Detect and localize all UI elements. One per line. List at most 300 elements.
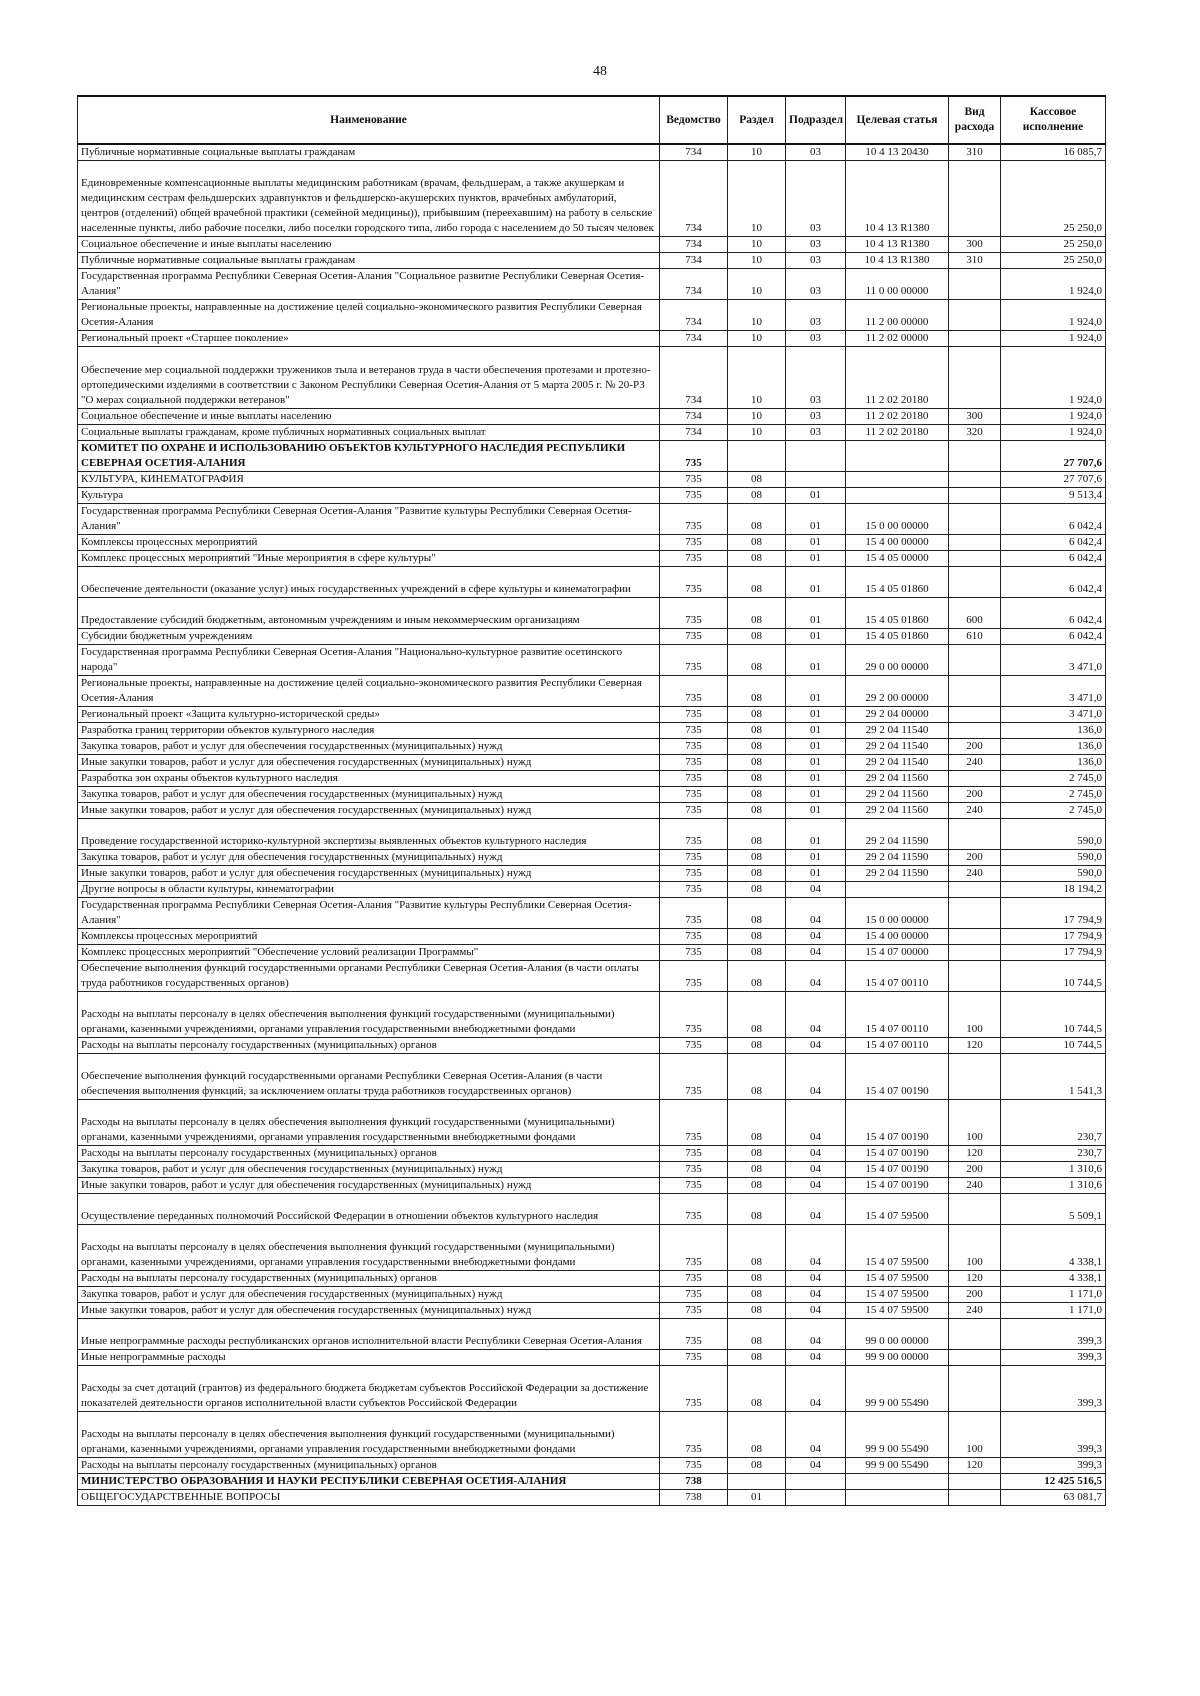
cell-razdel: 08 — [728, 1287, 786, 1303]
cell-ved: 735 — [660, 504, 728, 535]
cell-celevaya: 15 4 05 01860 — [846, 629, 949, 645]
cell-name: Расходы на выплаты персоналу государственных (муниципальных) органов — [78, 1038, 660, 1054]
cell-ved: 735 — [660, 1319, 728, 1350]
cell-sum: 590,0 — [1001, 866, 1106, 882]
cell-ved: 735 — [660, 1178, 728, 1194]
cell-vid — [949, 347, 1001, 409]
cell-vid — [949, 504, 1001, 535]
table-row — [78, 567, 1106, 598]
cell-podrazdel: 04 — [786, 929, 846, 945]
cell-name: Иные закупки товаров, работ и услуг для обеспечения государственных (муниципальных) нужд — [78, 1303, 660, 1319]
cell-name: Социальное обеспечение и иные выплаты населению — [78, 237, 660, 253]
cell-ved: 734 — [660, 425, 728, 441]
cell-razdel: 10 — [728, 409, 786, 425]
cell-ved: 735 — [660, 787, 728, 803]
cell-podrazdel: 04 — [786, 1458, 846, 1474]
cell-celevaya: 15 4 07 00190 — [846, 1054, 949, 1100]
cell-ved: 735 — [660, 771, 728, 787]
cell-name: Комплексы процессных мероприятий — [78, 929, 660, 945]
cell-razdel: 08 — [728, 645, 786, 676]
header-razdel: Раздел — [728, 96, 786, 144]
cell-name: Иные закупки товаров, работ и услуг для обеспечения государственных (муниципальных) нужд — [78, 755, 660, 771]
cell-celevaya — [846, 1474, 949, 1490]
cell-razdel: 10 — [728, 144, 786, 161]
cell-ved: 734 — [660, 144, 728, 161]
cell-sum: 18 194,2 — [1001, 882, 1106, 898]
table-row — [78, 1178, 1106, 1194]
cell-razdel: 08 — [728, 472, 786, 488]
table-row — [78, 1303, 1106, 1319]
cell-sum: 6 042,4 — [1001, 551, 1106, 567]
cell-sum: 63 081,7 — [1001, 1490, 1106, 1506]
cell-razdel: 10 — [728, 300, 786, 331]
cell-sum: 25 250,0 — [1001, 237, 1106, 253]
cell-celevaya: 15 4 07 00110 — [846, 961, 949, 992]
cell-vid — [949, 1490, 1001, 1506]
cell-name: Иные закупки товаров, работ и услуг для обеспечения государственных (муниципальных) нужд — [78, 866, 660, 882]
cell-ved: 735 — [660, 441, 728, 472]
cell-razdel: 08 — [728, 707, 786, 723]
cell-sum: 1 310,6 — [1001, 1162, 1106, 1178]
table-row — [78, 535, 1106, 551]
cell-celevaya: 10 4 13 R1380 — [846, 253, 949, 269]
cell-podrazdel: 03 — [786, 409, 846, 425]
cell-sum: 230,7 — [1001, 1146, 1106, 1162]
cell-name: Расходы на выплаты персоналу в целях обеспечения выполнения функций государственными (муниципальными) органами, казенными учреждениями, органами управления государственными внебюджетными фондами — [78, 1412, 660, 1458]
cell-ved: 735 — [660, 1146, 728, 1162]
table-row — [78, 1319, 1106, 1350]
cell-razdel: 08 — [728, 1178, 786, 1194]
cell-ved: 735 — [660, 1271, 728, 1287]
budget-table — [77, 95, 1106, 1506]
header-podrazdel: Подраздел — [786, 96, 846, 144]
cell-name: Расходы на выплаты персоналу в целях обеспечения выполнения функций государственными (муниципальными) органами, казенными учреждениями, органами управления государственными внебюджетными фондами — [78, 992, 660, 1038]
cell-name: Иные непрограммные расходы — [78, 1350, 660, 1366]
cell-podrazdel — [786, 1474, 846, 1490]
cell-celevaya: 10 4 13 R1380 — [846, 237, 949, 253]
header-sum: Кассовое исполнение — [1001, 96, 1106, 144]
cell-razdel: 08 — [728, 929, 786, 945]
cell-ved: 735 — [660, 676, 728, 707]
cell-celevaya — [846, 441, 949, 472]
cell-name: Иные закупки товаров, работ и услуг для обеспечения государственных (муниципальных) нужд — [78, 1178, 660, 1194]
cell-podrazdel: 04 — [786, 1350, 846, 1366]
cell-ved: 735 — [660, 645, 728, 676]
cell-name: Культура — [78, 488, 660, 504]
cell-celevaya: 15 4 07 00000 — [846, 945, 949, 961]
cell-razdel: 08 — [728, 1100, 786, 1146]
cell-podrazdel — [786, 441, 846, 472]
cell-vid — [949, 1366, 1001, 1412]
table-row — [78, 645, 1106, 676]
cell-celevaya — [846, 1490, 949, 1506]
table-row — [78, 1350, 1106, 1366]
cell-razdel: 08 — [728, 1225, 786, 1271]
cell-vid: 240 — [949, 1303, 1001, 1319]
cell-podrazdel: 01 — [786, 819, 846, 850]
cell-vid: 100 — [949, 1412, 1001, 1458]
cell-celevaya: 10 4 13 20430 — [846, 144, 949, 161]
cell-name: Комплекс процессных мероприятий "Обеспечение условий реализации Программы" — [78, 945, 660, 961]
cell-celevaya: 15 4 05 01860 — [846, 567, 949, 598]
cell-podrazdel: 01 — [786, 787, 846, 803]
table-row — [78, 1162, 1106, 1178]
cell-vid — [949, 300, 1001, 331]
cell-vid — [949, 723, 1001, 739]
cell-razdel: 08 — [728, 1350, 786, 1366]
cell-sum: 17 794,9 — [1001, 945, 1106, 961]
cell-sum: 1 924,0 — [1001, 300, 1106, 331]
cell-razdel: 10 — [728, 331, 786, 347]
cell-name: Региональные проекты, направленные на достижение целей социально-экономического развития Республики Северная Осетия-Алания — [78, 300, 660, 331]
cell-name: МИНИСТЕРСТВО ОБРАЗОВАНИЯ И НАУКИ РЕСПУБЛИКИ СЕВЕРНАЯ ОСЕТИЯ-АЛАНИЯ — [78, 1474, 660, 1490]
cell-sum: 399,3 — [1001, 1366, 1106, 1412]
cell-ved: 734 — [660, 300, 728, 331]
cell-podrazdel: 04 — [786, 1038, 846, 1054]
cell-celevaya: 11 2 02 20180 — [846, 409, 949, 425]
cell-podrazdel: 04 — [786, 1366, 846, 1412]
cell-name: Комплексы процессных мероприятий — [78, 535, 660, 551]
cell-razdel: 08 — [728, 787, 786, 803]
cell-vid — [949, 535, 1001, 551]
cell-name: Расходы на выплаты персоналу государственных (муниципальных) органов — [78, 1146, 660, 1162]
cell-razdel: 08 — [728, 1054, 786, 1100]
cell-name: Закупка товаров, работ и услуг для обеспечения государственных (муниципальных) нужд — [78, 787, 660, 803]
cell-podrazdel: 04 — [786, 1054, 846, 1100]
cell-sum: 27 707,6 — [1001, 472, 1106, 488]
cell-razdel — [728, 1474, 786, 1490]
cell-razdel: 08 — [728, 850, 786, 866]
cell-razdel: 10 — [728, 347, 786, 409]
cell-name: Осуществление переданных полномочий Российской Федерации в отношении объектов культурного наследия — [78, 1194, 660, 1225]
table-row — [78, 1146, 1106, 1162]
page-number: 48 — [593, 64, 607, 79]
cell-name: Обеспечение выполнения функций государственными органами Республики Северная Осетия-Алания (в части обеспечения выполнения функций, за исключением оплаты труда работников государственных органов) — [78, 1054, 660, 1100]
table-row — [78, 144, 1106, 161]
table-row — [78, 676, 1106, 707]
cell-ved: 735 — [660, 945, 728, 961]
cell-podrazdel: 04 — [786, 1100, 846, 1146]
cell-name: Закупка товаров, работ и услуг для обеспечения государственных (муниципальных) нужд — [78, 1287, 660, 1303]
cell-ved: 735 — [660, 739, 728, 755]
cell-razdel: 08 — [728, 1303, 786, 1319]
cell-celevaya: 11 2 00 00000 — [846, 300, 949, 331]
cell-vid: 300 — [949, 409, 1001, 425]
cell-name: Публичные нормативные социальные выплаты гражданам — [78, 144, 660, 161]
cell-celevaya: 15 4 00 00000 — [846, 535, 949, 551]
cell-vid: 120 — [949, 1038, 1001, 1054]
cell-ved: 734 — [660, 409, 728, 425]
table-row — [78, 787, 1106, 803]
cell-podrazdel: 01 — [786, 598, 846, 629]
cell-ved: 735 — [660, 992, 728, 1038]
cell-podrazdel: 04 — [786, 1178, 846, 1194]
cell-vid — [949, 707, 1001, 723]
cell-sum: 25 250,0 — [1001, 253, 1106, 269]
cell-sum: 6 042,4 — [1001, 535, 1106, 551]
cell-name: Региональные проекты, направленные на достижение целей социально-экономического развития Республики Северная Осетия-Алания — [78, 676, 660, 707]
cell-ved: 738 — [660, 1490, 728, 1506]
cell-razdel: 08 — [728, 771, 786, 787]
table-row — [78, 472, 1106, 488]
cell-ved: 735 — [660, 488, 728, 504]
cell-podrazdel: 04 — [786, 1225, 846, 1271]
cell-ved: 735 — [660, 755, 728, 771]
table-row — [78, 488, 1106, 504]
cell-sum: 6 042,4 — [1001, 567, 1106, 598]
cell-sum: 1 924,0 — [1001, 269, 1106, 300]
cell-name: Социальное обеспечение и иные выплаты населению — [78, 409, 660, 425]
cell-vid — [949, 771, 1001, 787]
cell-razdel: 10 — [728, 253, 786, 269]
cell-podrazdel: 04 — [786, 1271, 846, 1287]
cell-vid: 100 — [949, 1225, 1001, 1271]
header-name: Наименование — [78, 96, 660, 144]
cell-sum: 9 513,4 — [1001, 488, 1106, 504]
cell-ved: 735 — [660, 472, 728, 488]
cell-razdel: 08 — [728, 598, 786, 629]
cell-vid: 200 — [949, 1287, 1001, 1303]
table-row — [78, 866, 1106, 882]
cell-celevaya: 15 4 07 00110 — [846, 1038, 949, 1054]
cell-razdel: 08 — [728, 1194, 786, 1225]
cell-sum: 3 471,0 — [1001, 676, 1106, 707]
cell-sum: 6 042,4 — [1001, 504, 1106, 535]
cell-name: Обеспечение деятельности (оказание услуг) иных государственных учреждений в сфере культуры и кинематографии — [78, 567, 660, 598]
cell-ved: 735 — [660, 1287, 728, 1303]
table-row — [78, 441, 1106, 472]
table-row — [78, 1474, 1106, 1490]
cell-vid — [949, 567, 1001, 598]
cell-celevaya: 15 4 07 59500 — [846, 1271, 949, 1287]
cell-name: Социальные выплаты гражданам, кроме публичных нормативных социальных выплат — [78, 425, 660, 441]
cell-celevaya: 99 0 00 00000 — [846, 1319, 949, 1350]
cell-celevaya: 15 4 07 00190 — [846, 1178, 949, 1194]
cell-vid — [949, 645, 1001, 676]
table-row — [78, 961, 1106, 992]
cell-ved: 735 — [660, 866, 728, 882]
cell-celevaya: 15 4 07 59500 — [846, 1194, 949, 1225]
cell-razdel: 08 — [728, 755, 786, 771]
cell-podrazdel: 01 — [786, 850, 846, 866]
cell-podrazdel: 01 — [786, 645, 846, 676]
table-row — [78, 1490, 1106, 1506]
cell-vid: 240 — [949, 755, 1001, 771]
cell-sum: 399,3 — [1001, 1350, 1106, 1366]
cell-podrazdel — [786, 472, 846, 488]
cell-vid — [949, 1474, 1001, 1490]
cell-podrazdel: 03 — [786, 144, 846, 161]
cell-name: Государственная программа Республики Северная Осетия-Алания "Социальное развитие Республики Северная Осетия-Алания" — [78, 269, 660, 300]
cell-celevaya: 99 9 00 00000 — [846, 1350, 949, 1366]
cell-celevaya: 11 2 02 20180 — [846, 347, 949, 409]
cell-ved: 735 — [660, 535, 728, 551]
cell-celevaya: 11 2 02 20180 — [846, 425, 949, 441]
cell-sum: 136,0 — [1001, 739, 1106, 755]
cell-vid: 200 — [949, 1162, 1001, 1178]
table-row — [78, 1225, 1106, 1271]
cell-sum: 12 425 516,5 — [1001, 1474, 1106, 1490]
cell-sum: 10 744,5 — [1001, 992, 1106, 1038]
cell-ved: 735 — [660, 1458, 728, 1474]
cell-name: Региональный проект «Защита культурно-исторической среды» — [78, 707, 660, 723]
cell-celevaya: 29 0 00 00000 — [846, 645, 949, 676]
cell-celevaya: 15 4 07 00110 — [846, 992, 949, 1038]
cell-razdel: 08 — [728, 1319, 786, 1350]
cell-celevaya: 15 4 05 00000 — [846, 551, 949, 567]
cell-vid: 200 — [949, 787, 1001, 803]
cell-ved: 735 — [660, 723, 728, 739]
cell-vid — [949, 472, 1001, 488]
cell-sum: 136,0 — [1001, 755, 1106, 771]
cell-vid: 120 — [949, 1146, 1001, 1162]
cell-sum: 2 745,0 — [1001, 787, 1106, 803]
cell-name: Иные закупки товаров, работ и услуг для обеспечения государственных (муниципальных) нужд — [78, 803, 660, 819]
cell-sum: 230,7 — [1001, 1100, 1106, 1146]
cell-sum: 17 794,9 — [1001, 898, 1106, 929]
cell-razdel: 10 — [728, 269, 786, 300]
cell-vid: 240 — [949, 1178, 1001, 1194]
cell-sum: 17 794,9 — [1001, 929, 1106, 945]
header-celevaya: Целевая статья — [846, 96, 949, 144]
cell-ved: 735 — [660, 1194, 728, 1225]
cell-celevaya: 29 2 04 11540 — [846, 739, 949, 755]
cell-name: Обеспечение мер социальной поддержки тружеников тыла и ветеранов труда в части обеспечения протезами и протезно-ортопедическими изделиями в соответствии с Законом Республики Северная Осетия-Алания от 5 марта 2005 г. № 20-РЗ "О мерах социальной поддержки ветеранов" — [78, 347, 660, 409]
cell-podrazdel: 04 — [786, 898, 846, 929]
table-row — [78, 629, 1106, 645]
cell-name: КОМИТЕТ ПО ОХРАНЕ И ИСПОЛЬЗОВАНИЮ ОБЪЕКТОВ КУЛЬТУРНОГО НАСЛЕДИЯ РЕСПУБЛИКИ СЕВЕРНАЯ ОСЕТИЯ-АЛАНИЯ — [78, 441, 660, 472]
cell-podrazdel: 03 — [786, 161, 846, 237]
cell-celevaya: 15 4 05 01860 — [846, 598, 949, 629]
cell-podrazdel: 01 — [786, 707, 846, 723]
cell-podrazdel: 04 — [786, 1303, 846, 1319]
cell-sum: 4 338,1 — [1001, 1271, 1106, 1287]
table-row — [78, 1412, 1106, 1458]
cell-sum: 2 745,0 — [1001, 803, 1106, 819]
cell-ved: 738 — [660, 1474, 728, 1490]
cell-sum: 1 310,6 — [1001, 1178, 1106, 1194]
cell-celevaya: 99 9 00 55490 — [846, 1412, 949, 1458]
cell-name: Публичные нормативные социальные выплаты гражданам — [78, 253, 660, 269]
cell-podrazdel: 01 — [786, 551, 846, 567]
cell-ved: 734 — [660, 331, 728, 347]
cell-razdel: 08 — [728, 676, 786, 707]
cell-celevaya: 29 2 04 11560 — [846, 787, 949, 803]
cell-name: Обеспечение выполнения функций государственными органами Республики Северная Осетия-Алания (в части оплаты труда работников государственных органов) — [78, 961, 660, 992]
cell-podrazdel — [786, 1490, 846, 1506]
cell-ved: 734 — [660, 253, 728, 269]
cell-name: Другие вопросы в области культуры, кинематографии — [78, 882, 660, 898]
cell-vid: 120 — [949, 1271, 1001, 1287]
table-row — [78, 882, 1106, 898]
cell-name: Государственная программа Республики Северная Осетия-Алания "Развитие культуры Республики Северная Осетия-Алания" — [78, 898, 660, 929]
cell-celevaya: 15 4 07 59500 — [846, 1225, 949, 1271]
cell-razdel: 01 — [728, 1490, 786, 1506]
cell-podrazdel: 03 — [786, 300, 846, 331]
cell-ved: 735 — [660, 598, 728, 629]
cell-razdel: 08 — [728, 567, 786, 598]
cell-vid: 200 — [949, 850, 1001, 866]
cell-podrazdel: 04 — [786, 945, 846, 961]
cell-podrazdel: 04 — [786, 1319, 846, 1350]
cell-name: Расходы на выплаты персоналу в целях обеспечения выполнения функций государственными (муниципальными) органами, казенными учреждениями, органами управления государственными внебюджетными фондами — [78, 1225, 660, 1271]
cell-sum: 399,3 — [1001, 1319, 1106, 1350]
cell-podrazdel: 01 — [786, 488, 846, 504]
cell-podrazdel: 04 — [786, 992, 846, 1038]
cell-name: Комплекс процессных мероприятий "Иные мероприятия в сфере культуры" — [78, 551, 660, 567]
cell-sum: 6 042,4 — [1001, 629, 1106, 645]
cell-razdel: 08 — [728, 629, 786, 645]
cell-vid: 610 — [949, 629, 1001, 645]
cell-ved: 735 — [660, 1366, 728, 1412]
cell-sum: 1 924,0 — [1001, 425, 1106, 441]
table-row — [78, 300, 1106, 331]
table-row — [78, 409, 1106, 425]
cell-podrazdel: 03 — [786, 269, 846, 300]
cell-ved: 735 — [660, 898, 728, 929]
cell-vid: 240 — [949, 803, 1001, 819]
cell-vid: 300 — [949, 237, 1001, 253]
table-row — [78, 1271, 1106, 1287]
cell-sum: 590,0 — [1001, 850, 1106, 866]
cell-vid: 310 — [949, 144, 1001, 161]
cell-razdel: 08 — [728, 882, 786, 898]
cell-sum: 1 924,0 — [1001, 331, 1106, 347]
cell-ved: 735 — [660, 1162, 728, 1178]
cell-celevaya: 15 4 07 00190 — [846, 1100, 949, 1146]
table-row — [78, 253, 1106, 269]
cell-ved: 734 — [660, 269, 728, 300]
cell-vid — [949, 441, 1001, 472]
cell-name: КУЛЬТУРА, КИНЕМАТОГРАФИЯ — [78, 472, 660, 488]
cell-vid: 240 — [949, 866, 1001, 882]
cell-razdel: 08 — [728, 1458, 786, 1474]
cell-razdel: 08 — [728, 866, 786, 882]
cell-ved: 735 — [660, 567, 728, 598]
cell-vid — [949, 898, 1001, 929]
table-row — [78, 755, 1106, 771]
cell-vid — [949, 929, 1001, 945]
cell-ved: 734 — [660, 237, 728, 253]
cell-name: ОБЩЕГОСУДАРСТВЕННЫЕ ВОПРОСЫ — [78, 1490, 660, 1506]
header-vid: Вид расхода — [949, 96, 1001, 144]
cell-sum: 1 924,0 — [1001, 347, 1106, 409]
cell-ved: 735 — [660, 1350, 728, 1366]
cell-vid — [949, 1319, 1001, 1350]
cell-name: Закупка товаров, работ и услуг для обеспечения государственных (муниципальных) нужд — [78, 850, 660, 866]
table-header-row — [78, 96, 1106, 144]
cell-podrazdel: 03 — [786, 237, 846, 253]
table-row — [78, 347, 1106, 409]
cell-celevaya — [846, 882, 949, 898]
cell-sum: 27 707,6 — [1001, 441, 1106, 472]
cell-name: Расходы на выплаты персоналу в целях обеспечения выполнения функций государственными (муниципальными) органами, казенными учреждениями, органами управления государственными внебюджетными фондами — [78, 1100, 660, 1146]
cell-ved: 735 — [660, 803, 728, 819]
cell-vid — [949, 819, 1001, 850]
cell-sum: 4 338,1 — [1001, 1225, 1106, 1271]
cell-celevaya: 15 4 07 00190 — [846, 1162, 949, 1178]
cell-vid: 200 — [949, 739, 1001, 755]
cell-ved: 735 — [660, 819, 728, 850]
cell-razdel: 08 — [728, 992, 786, 1038]
cell-celevaya: 15 4 07 59500 — [846, 1303, 949, 1319]
cell-celevaya: 29 2 04 11540 — [846, 755, 949, 771]
cell-razdel: 08 — [728, 819, 786, 850]
cell-podrazdel: 01 — [786, 629, 846, 645]
table-row — [78, 1100, 1106, 1146]
cell-ved: 735 — [660, 707, 728, 723]
cell-sum: 136,0 — [1001, 723, 1106, 739]
